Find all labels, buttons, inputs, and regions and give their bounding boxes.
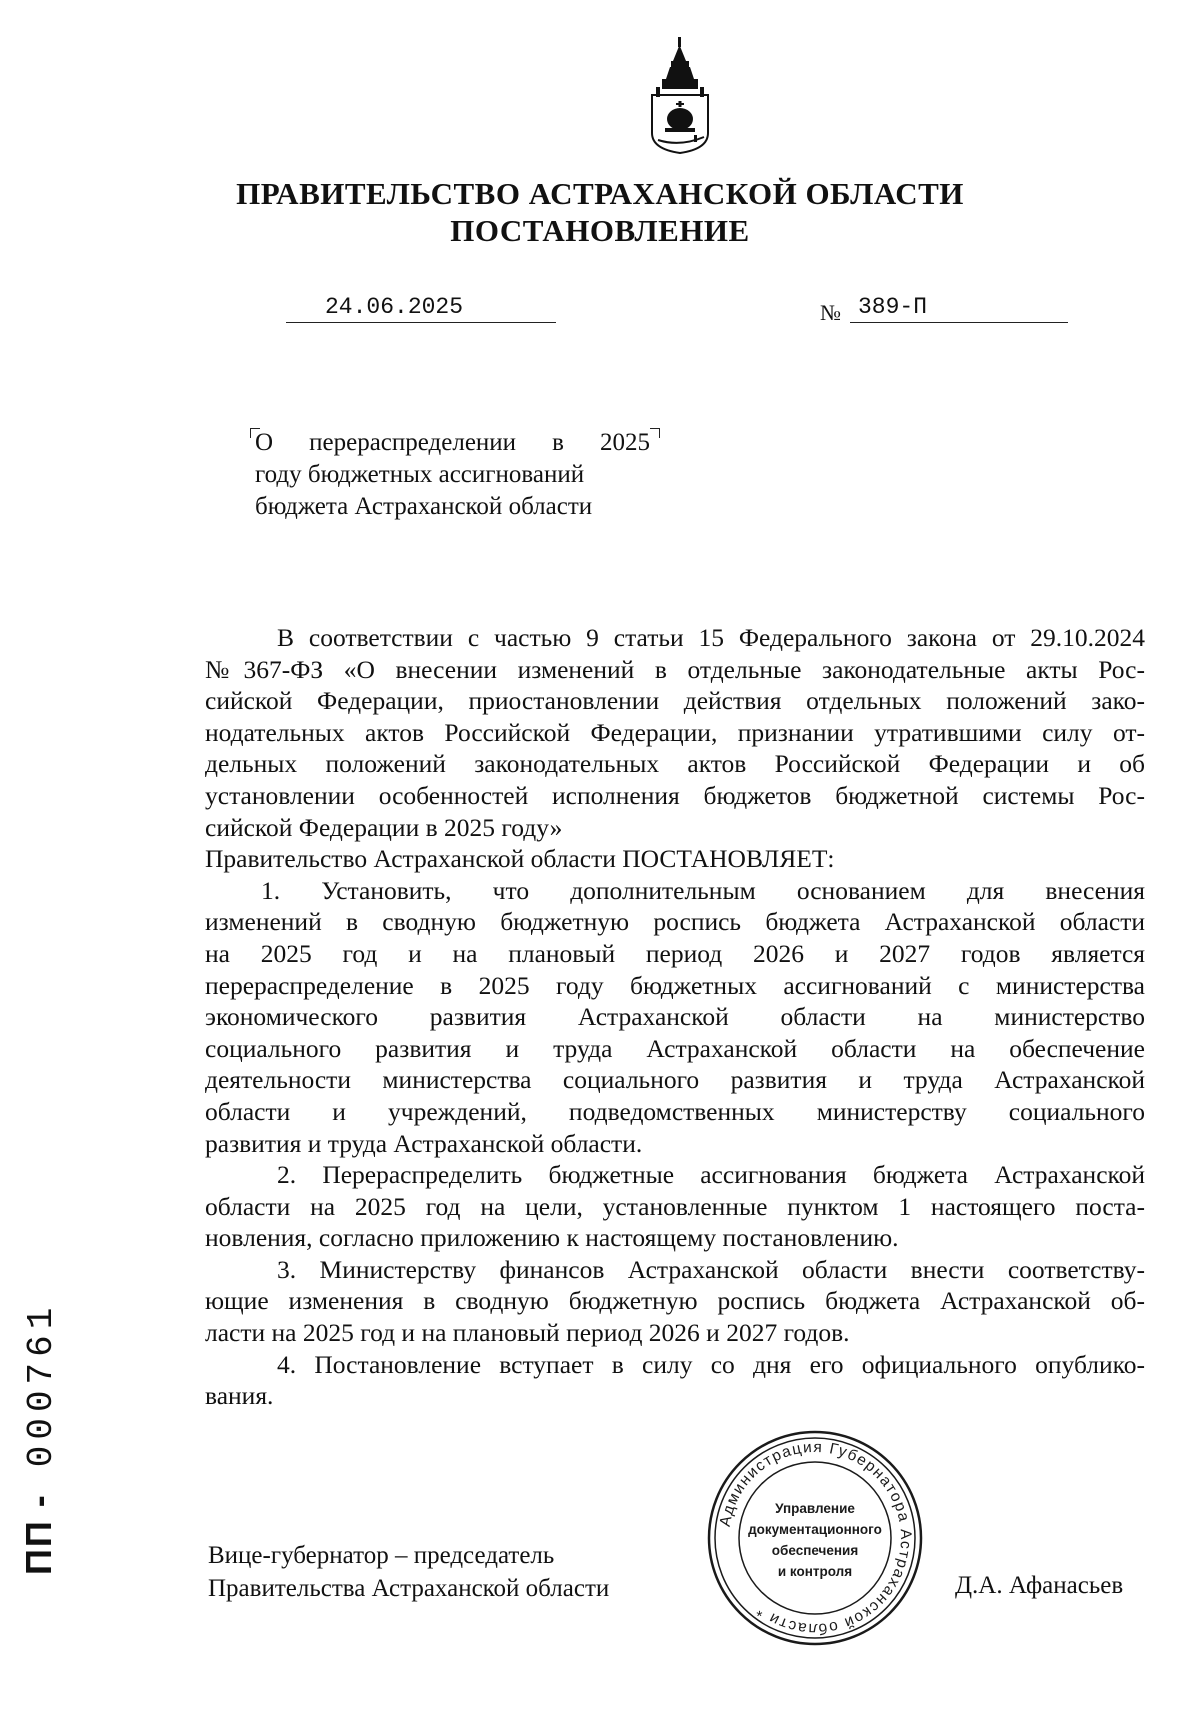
document-type-title: ПОСТАНОВЛЕНИЕ (450, 213, 750, 248)
body-line: дельных положений законодательных актов Российской Федерации и об (205, 749, 1145, 779)
stamp-ring-text: Администрация Губернатора Астраханской области * (716, 1438, 915, 1638)
signatory-name: Д.А. Афанасьев (955, 1572, 1124, 1599)
body-line: изменений в сводную бюджетную роспись бюджета Астраханской области (205, 907, 1145, 937)
stamp-center-line: Управление (775, 1501, 855, 1516)
organization-title: ПРАВИТЕЛЬСТВО АСТРАХАНСКОЙ ОБЛАСТИ (236, 176, 964, 211)
registration-prefix: ПП - (18, 1493, 59, 1575)
registration-number: 000761 (21, 1301, 62, 1468)
document-body (205, 622, 1145, 1412)
body-line: социального развития и труда Астраханской области на обеспечение (205, 1033, 1145, 1063)
body-line: экономического развития Астраханской области на министерство (205, 1002, 1145, 1032)
body-line: 1. Установить, что дополнительным основанием для внесения (261, 875, 1145, 905)
item-3 (205, 1254, 1145, 1349)
signatory-title-line: Вице-губернатор – председатель (208, 1542, 555, 1569)
stamp-center-line: обеспечения (771, 1543, 859, 1558)
document-date: 24.06.2025 (325, 294, 464, 320)
stamp-center-line: и контроля (777, 1564, 853, 1579)
body-line: В соответствии с частью 9 статьи 15 Федерального закона от 29.10.2024 (277, 623, 1145, 652)
item-4 (205, 1349, 1145, 1412)
body-line: сийской Федерации, приостановлении действия отдельных положений зако- (205, 686, 1145, 716)
body-line: деятельности министерства социального развития и труда Астраханской (205, 1065, 1145, 1095)
body-line: на 2025 год и на плановый период 2026 и 2027 годов является (205, 938, 1145, 968)
body-line: перераспределение в 2025 году бюджетных ассигнований с министерства (205, 970, 1145, 1000)
item-2 (205, 1159, 1145, 1254)
body-line: установлении особенностей исполнения бюджетов бюджетной системы Рос- (205, 780, 1145, 810)
body-line: развития и труда Астраханской области. (205, 1128, 643, 1158)
body-line: нодательных актов Российской Федерации, признании утратившими силу от- (205, 717, 1145, 747)
subject-line: году бюджетных ассигнований (255, 461, 585, 488)
body-line: области и учреждений, подведомственных министерству социального (205, 1096, 1145, 1126)
document-subject (255, 427, 655, 523)
date-underline (286, 322, 556, 323)
number-sign: № (820, 300, 841, 325)
signatory-title (208, 1539, 609, 1605)
body-line: ющие изменения в сводную бюджетную роспись бюджета Астраханской об- (205, 1286, 1145, 1316)
stamp-center-line: документационного (748, 1522, 882, 1537)
subject-line: бюджета Астраханской области (255, 493, 593, 520)
body-line: области на 2025 год на цели, установленные пунктом 1 настоящего поста- (205, 1191, 1145, 1221)
body-line: вания. (205, 1381, 274, 1411)
item-1 (205, 875, 1145, 1159)
document-number: 389-П (858, 294, 928, 320)
resolves-line: Правительство Астраханской области ПОСТАНОВЛЯЕТ: (205, 844, 835, 874)
signatory-title-line: Правительства Астраханской области (208, 1575, 610, 1602)
body-line: №367-ФЗ «О внесении изменений в отдельные законодательные акты Рос- (205, 654, 1145, 684)
registration-code (18, 1302, 62, 1575)
body-line: 2. Перераспределить бюджетные ассигнования бюджета Астраханской (277, 1160, 1145, 1190)
stamp-center-text (742, 1498, 888, 1582)
preamble (205, 622, 1145, 843)
number-underline (850, 322, 1068, 323)
coat-of-arms-icon (648, 35, 712, 155)
body-line: сийской Федерации в 2025 году» (205, 812, 563, 842)
subject-line: О перераспределении в 2025 (255, 429, 650, 456)
body-line: 4. Постановление вступает в силу со дня его официального опублико- (277, 1349, 1145, 1379)
body-line: 3. Министерству финансов Астраханской области внести соответству- (277, 1254, 1145, 1284)
body-line: ласти на 2025 год и на плановый период 2026 и 2027 годов. (205, 1318, 850, 1348)
body-line: новления, согласно приложению к настоящему постановлению. (205, 1223, 899, 1253)
